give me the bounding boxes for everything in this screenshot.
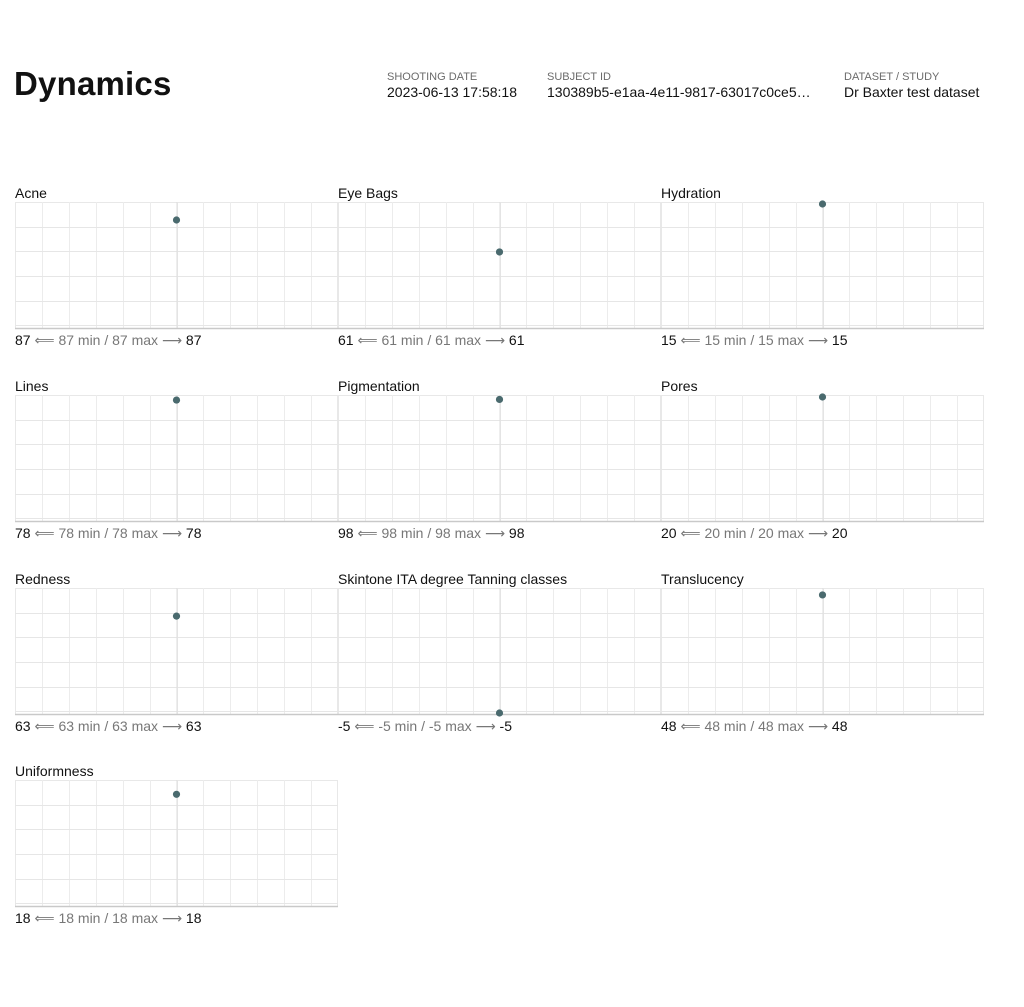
min-label: min / — [74, 718, 113, 734]
chart-plot — [15, 395, 338, 522]
data-point[interactable] — [173, 396, 180, 403]
max-label: max — [127, 332, 162, 348]
chart-plot — [661, 588, 984, 715]
data-point[interactable] — [173, 613, 180, 620]
chart-summary — [338, 718, 512, 734]
min-value: -5 — [378, 718, 391, 734]
chart-title: Redness — [15, 571, 71, 587]
max-value: 87 — [112, 332, 128, 348]
shooting-date-block — [387, 71, 517, 101]
chart-panel — [661, 378, 985, 541]
chart-summary — [661, 332, 848, 348]
page-title: Dynamics — [14, 65, 172, 102]
chart-panel — [15, 571, 339, 734]
min-value: 15 — [704, 332, 721, 348]
chart-panel — [661, 571, 985, 734]
last-value: 48 — [831, 718, 848, 734]
subject-id-value: 130389b5-e1aa-4e11-9817-63017c0ce5… — [547, 84, 811, 100]
max-value: -5 — [428, 718, 442, 734]
first-value: 20 — [661, 525, 677, 541]
right-arrow: ⟶ — [475, 718, 500, 734]
max-label: max — [127, 718, 162, 734]
first-value: 61 — [338, 332, 354, 348]
chart-summary — [661, 718, 848, 734]
max-label: max — [441, 718, 476, 734]
right-arrow: ⟶ — [807, 718, 832, 734]
max-label: max — [127, 525, 162, 541]
data-point[interactable] — [819, 200, 826, 207]
chart-summary — [15, 525, 202, 541]
right-arrow: ⟶ — [161, 718, 186, 734]
min-label: min / — [390, 718, 429, 734]
first-value: 18 — [15, 910, 31, 926]
last-value: 98 — [508, 525, 525, 541]
subject-id-label: SUBJECT ID — [547, 71, 611, 83]
first-value: 98 — [338, 525, 354, 541]
chart-title: Pigmentation — [338, 378, 420, 394]
max-label: max — [773, 332, 808, 348]
data-point[interactable] — [173, 791, 180, 798]
max-value: 98 — [435, 525, 451, 541]
min-label: min / — [74, 332, 113, 348]
subject-id-block — [547, 71, 811, 101]
chart-panel — [15, 185, 339, 348]
right-arrow: ⟶ — [807, 525, 832, 541]
chart-summary — [338, 332, 525, 348]
right-arrow: ⟶ — [484, 332, 509, 348]
min-label: min / — [74, 910, 113, 926]
min-label: min / — [397, 525, 436, 541]
chart-plot — [661, 395, 984, 522]
min-label: min / — [720, 525, 759, 541]
first-value: 48 — [661, 718, 677, 734]
left-arrow: ⟸ — [30, 718, 59, 734]
chart-summary — [661, 525, 848, 541]
shooting-date-value: 2023-06-13 17:58:18 — [387, 84, 517, 100]
first-value: 87 — [15, 332, 31, 348]
max-label: max — [450, 525, 485, 541]
left-arrow: ⟸ — [676, 718, 705, 734]
right-arrow: ⟶ — [161, 910, 186, 926]
chart-plot — [338, 395, 661, 522]
shooting-date-label: SHOOTING DATE — [387, 71, 478, 83]
chart-summary — [15, 910, 202, 926]
chart-plot — [15, 588, 338, 715]
min-value: 18 — [58, 910, 75, 926]
left-arrow: ⟸ — [353, 332, 382, 348]
max-value: 15 — [758, 332, 774, 348]
last-value: 20 — [831, 525, 848, 541]
chart-summary — [338, 525, 525, 541]
left-arrow: ⟸ — [676, 332, 705, 348]
data-point[interactable] — [819, 591, 826, 598]
chart-title: Lines — [15, 378, 49, 394]
right-arrow: ⟶ — [807, 332, 832, 348]
min-label: min / — [74, 525, 113, 541]
min-value: 63 — [58, 718, 75, 734]
chart-plot — [15, 780, 338, 907]
last-value: 63 — [185, 718, 202, 734]
data-point[interactable] — [496, 248, 503, 255]
chart-title: Pores — [661, 378, 698, 394]
left-arrow: ⟸ — [353, 525, 382, 541]
last-value: 18 — [185, 910, 202, 926]
max-label: max — [773, 718, 808, 734]
max-value: 18 — [112, 910, 128, 926]
chart-plot — [338, 202, 661, 329]
right-arrow: ⟶ — [484, 525, 509, 541]
max-value: 20 — [758, 525, 774, 541]
left-arrow: ⟸ — [350, 718, 379, 734]
chart-title: Skintone ITA degree Tanning classes — [338, 571, 568, 587]
dataset-value: Dr Baxter test dataset — [844, 84, 980, 100]
data-point[interactable] — [496, 709, 503, 716]
chart-panel — [338, 571, 662, 734]
max-label: max — [127, 910, 162, 926]
min-label: min / — [720, 332, 759, 348]
max-label: max — [773, 525, 808, 541]
min-value: 98 — [381, 525, 398, 541]
data-point[interactable] — [819, 393, 826, 400]
last-value: -5 — [499, 718, 512, 734]
right-arrow: ⟶ — [161, 525, 186, 541]
last-value: 87 — [185, 332, 202, 348]
first-value: -5 — [338, 718, 351, 734]
data-point[interactable] — [173, 216, 180, 223]
chart-title: Eye Bags — [338, 185, 398, 201]
last-value: 78 — [185, 525, 202, 541]
chart-panel — [15, 378, 339, 541]
chart-panel — [661, 185, 985, 348]
chart-summary — [15, 718, 202, 734]
max-label: max — [450, 332, 485, 348]
right-arrow: ⟶ — [161, 332, 186, 348]
chart-title: Uniformness — [15, 763, 94, 779]
dataset-label: DATASET / STUDY — [844, 71, 940, 83]
min-value: 78 — [58, 525, 75, 541]
max-value: 63 — [112, 718, 128, 734]
left-arrow: ⟸ — [30, 525, 59, 541]
chart-plot — [661, 202, 984, 329]
min-value: 87 — [58, 332, 75, 348]
chart-plot — [338, 588, 661, 715]
chart-panel — [338, 378, 662, 541]
min-label: min / — [720, 718, 759, 734]
dataset-block — [844, 71, 979, 101]
min-label: min / — [397, 332, 436, 348]
min-value: 48 — [704, 718, 721, 734]
max-value: 78 — [112, 525, 128, 541]
first-value: 15 — [661, 332, 677, 348]
chart-panel — [15, 763, 339, 926]
max-value: 48 — [758, 718, 774, 734]
chart-title: Hydration — [661, 185, 721, 201]
left-arrow: ⟸ — [30, 332, 59, 348]
last-value: 15 — [831, 332, 848, 348]
chart-summary — [15, 332, 202, 348]
left-arrow: ⟸ — [676, 525, 705, 541]
max-value: 61 — [435, 332, 451, 348]
first-value: 78 — [15, 525, 31, 541]
left-arrow: ⟸ — [30, 910, 59, 926]
min-value: 20 — [704, 525, 721, 541]
min-value: 61 — [381, 332, 398, 348]
last-value: 61 — [508, 332, 525, 348]
data-point[interactable] — [496, 396, 503, 403]
chart-title: Translucency — [661, 571, 744, 587]
chart-panel — [338, 185, 662, 348]
chart-plot — [15, 202, 338, 329]
chart-title: Acne — [15, 185, 47, 201]
first-value: 63 — [15, 718, 31, 734]
